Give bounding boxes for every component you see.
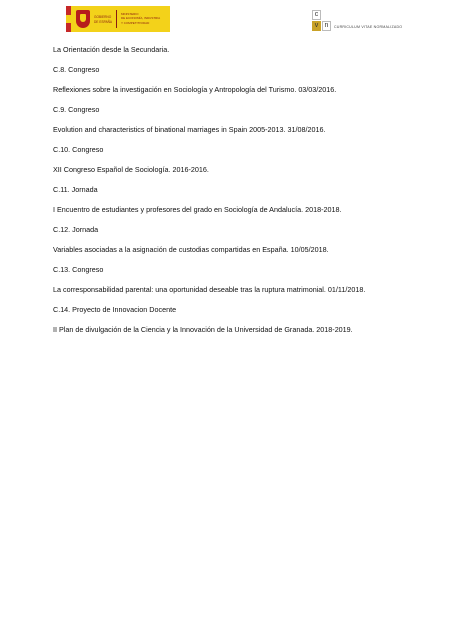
cvn-logo xyxy=(312,7,402,31)
government-name-line1: GOBIERNO xyxy=(94,14,112,19)
flag-stripe xyxy=(66,6,71,32)
section-heading: C.10. Congreso xyxy=(53,145,104,154)
government-name-line2: DE ESPAÑA xyxy=(94,19,113,24)
entry-text: II Plan de divulgación de la Ciencia y la Innovación de la Universidad de Granada. 2018-2019. xyxy=(53,325,353,334)
government-logo xyxy=(66,6,170,32)
coat-of-arms-icon xyxy=(76,10,90,28)
cvn-label: CURRICULUM VITAE NORMALIZADO xyxy=(334,25,403,29)
entry-text: I Encuentro de estudiantes y profesores del grado en Sociología de Andalucía. 2018-2018. xyxy=(53,205,342,214)
section-heading: C.14. Proyecto de Innovacion Docente xyxy=(53,305,177,314)
entry-text: Reflexiones sobre la investigación en Sociología y Antropología del Turismo. 03/03/2016. xyxy=(53,85,337,94)
page-header xyxy=(0,0,450,38)
section-heading: C.11. Jornada xyxy=(53,185,98,194)
section-heading: C.8. Congreso xyxy=(53,65,100,74)
ministry-line3: Y COMPETITIVIDAD xyxy=(121,20,150,25)
entry-text: La corresponsabilidad parental: una oportunidad deseable tras la ruptura matrimonial. 01/11/2018. xyxy=(53,285,366,294)
section-heading: C.12. Jornada xyxy=(53,225,99,234)
section-heading: C.13. Congreso xyxy=(53,265,104,274)
entry-text: Variables asociadas a la asignación de custodias compartidas en España. 10/05/2018. xyxy=(53,245,329,254)
entry-text: Evolution and characteristics of binational marriages in Spain 2005-2013. 31/08/2016. xyxy=(53,125,326,134)
ministry-line2: DE ECONOMÍA, INDUSTRIA xyxy=(121,16,161,21)
government-name xyxy=(94,15,112,24)
section-heading: C.9. Congreso xyxy=(53,105,100,114)
entry-text: XII Congreso Español de Sociología. 2016-2016. xyxy=(53,165,209,174)
document-body xyxy=(53,45,397,334)
ministry-name xyxy=(121,13,160,26)
logo-divider xyxy=(116,10,117,28)
cvn-letter-n: n xyxy=(322,21,331,31)
cvn-letter-v: v xyxy=(312,21,321,31)
cvn-letter-c: c xyxy=(312,10,321,20)
entry-text: La Orientación desde la Secundaria. xyxy=(53,45,170,54)
ministry-line1: MINISTERIO xyxy=(121,11,139,16)
cvn-mark-icon xyxy=(312,10,331,31)
